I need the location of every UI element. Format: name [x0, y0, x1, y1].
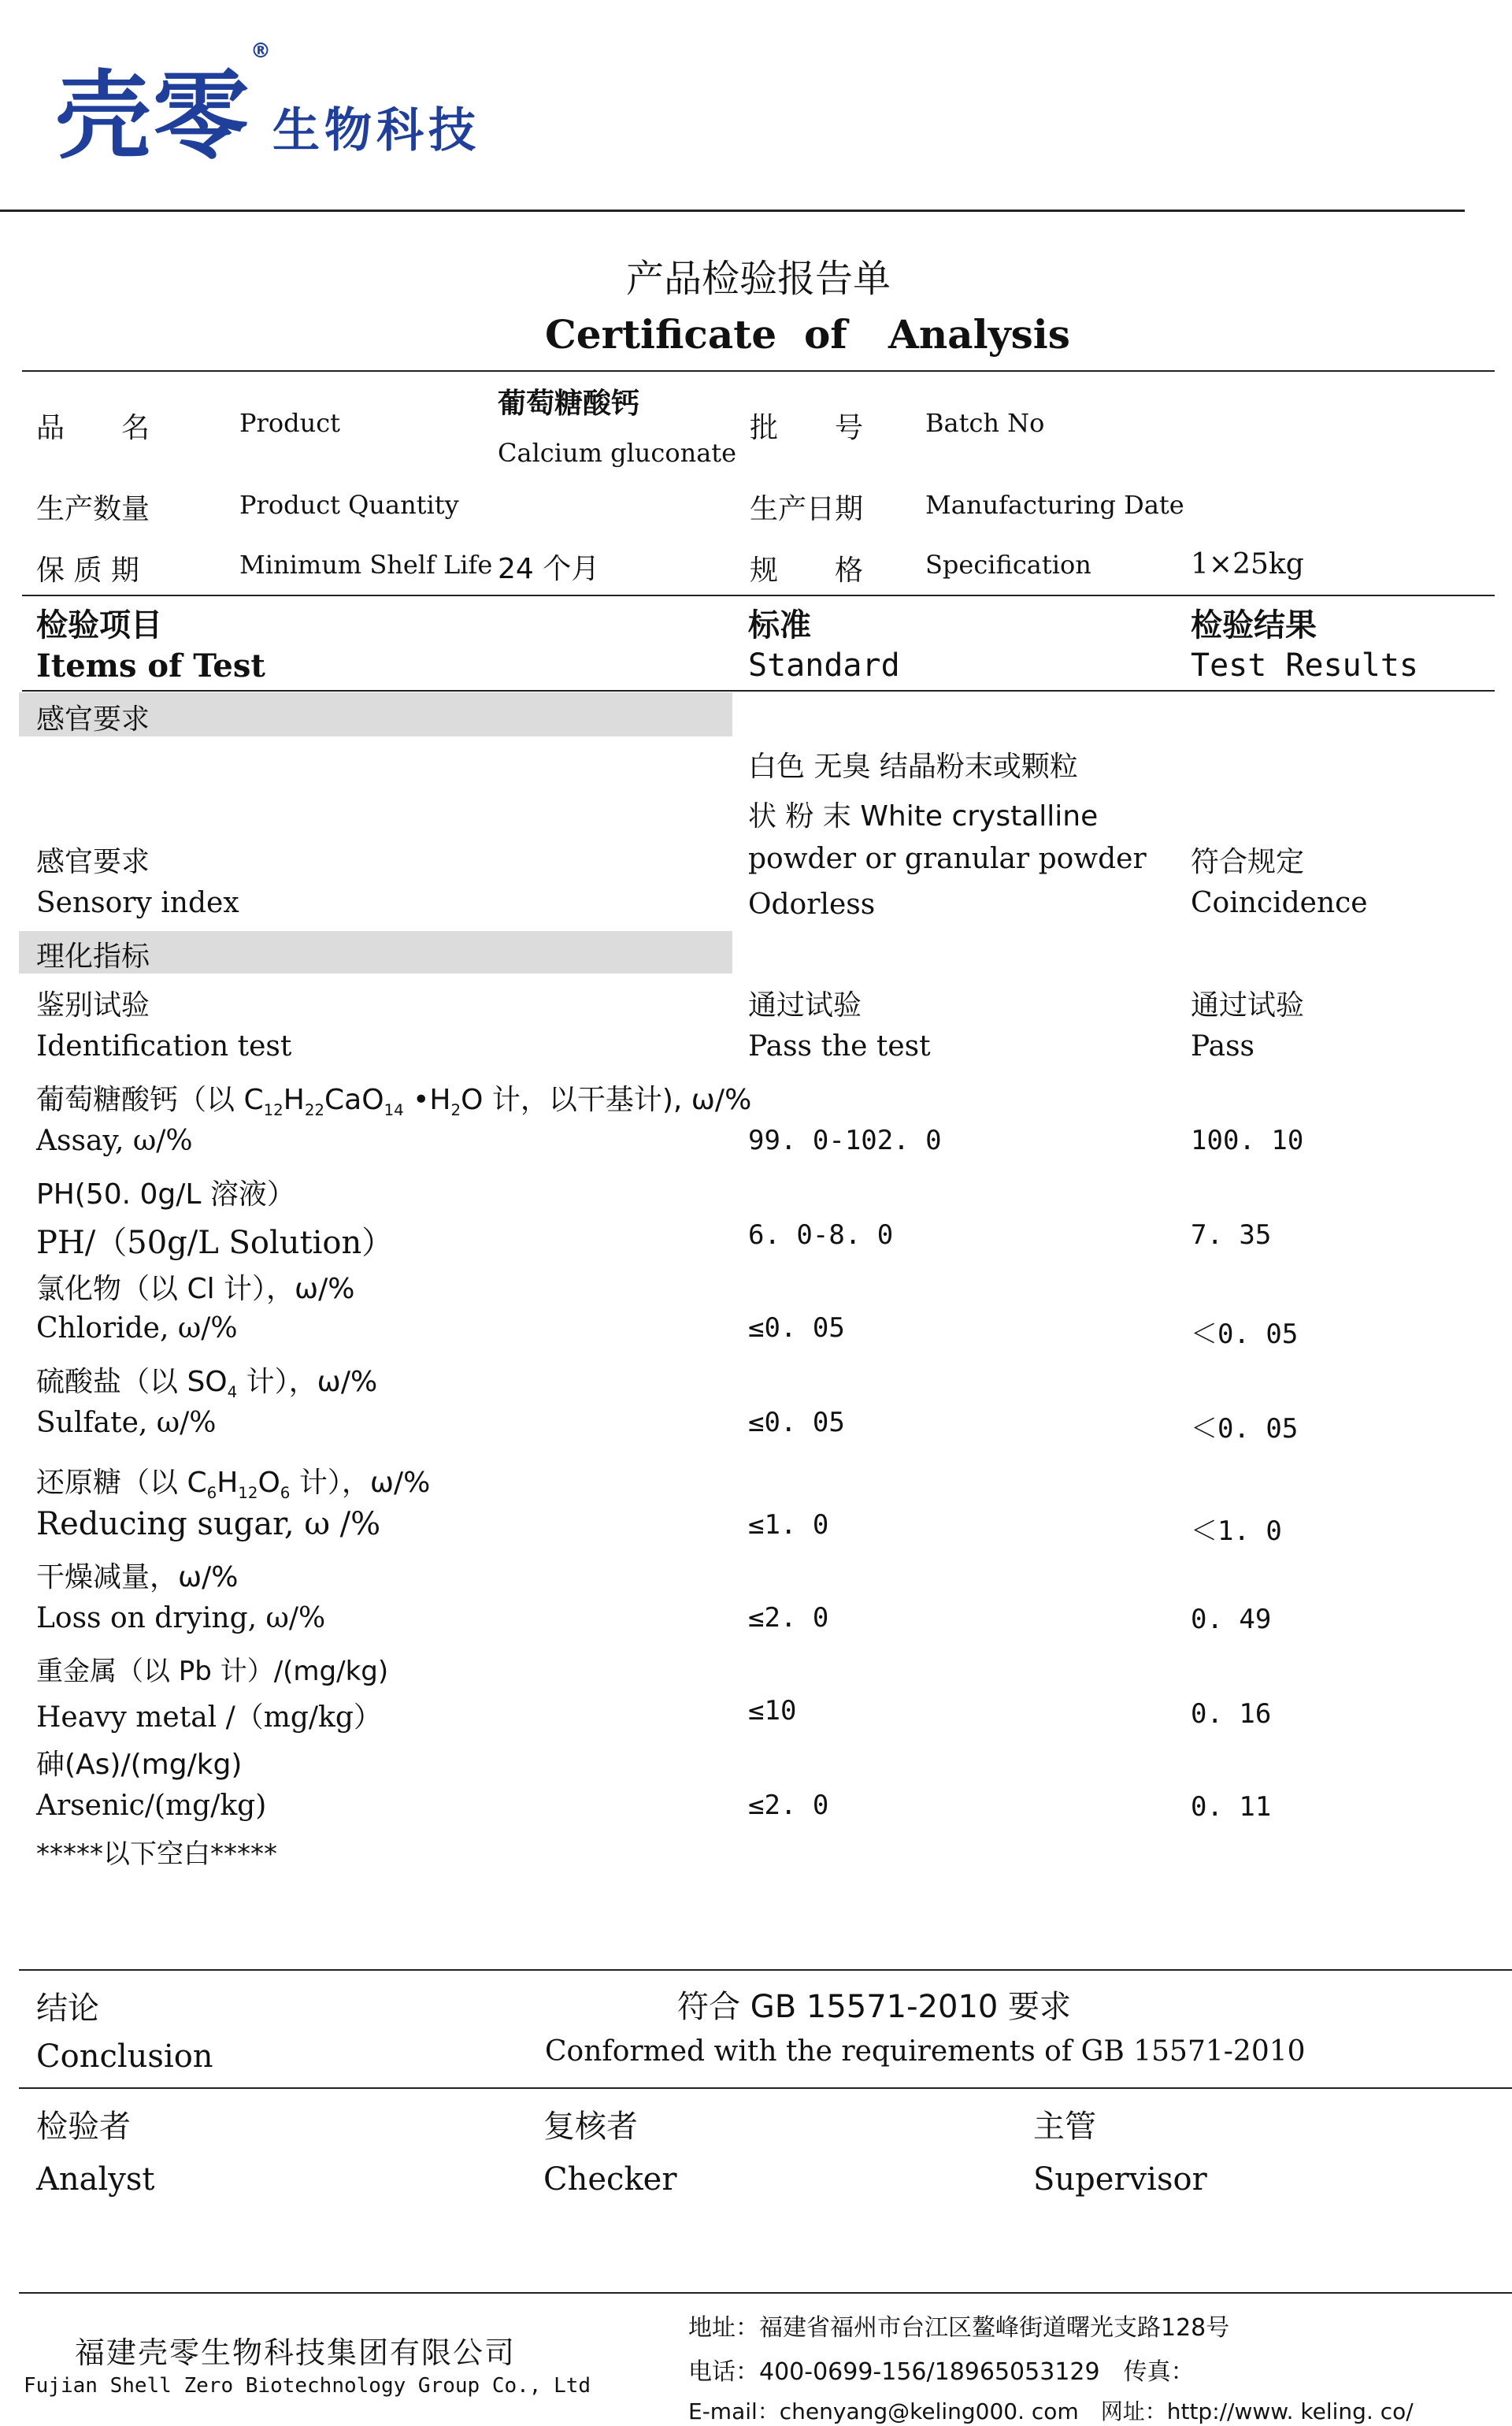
analyst-cn: 检验者 — [36, 2109, 131, 2145]
sulfate-cn: 硫酸盐（以 $SO_4$ 计），ω/% — [36, 1366, 378, 1402]
ident-res-cn: 通过试验 — [1191, 989, 1305, 1022]
heavy-en: Heavy metal /（mg/kg） — [36, 1701, 382, 1734]
col-item-en: Items of Test — [36, 647, 265, 684]
col-std-en: Standard — [748, 647, 900, 684]
drying-cn: 干燥减量，ω/% — [36, 1561, 239, 1593]
header-bottom-rule — [22, 690, 1495, 692]
sensory-std-line2: 状 粉 末 White crystalline — [748, 800, 1099, 833]
chloride-cn: 氯化物（以 Cl 计），ω/% — [36, 1273, 355, 1305]
footer-phone: 电话：400-0699-156/18965053129 传真： — [688, 2358, 1195, 2386]
col-item-cn: 检验项目 — [36, 607, 162, 644]
mfg-label-en: Manufacturing Date — [925, 490, 1184, 520]
sensory-std-line3: powder or granular powder — [748, 843, 1147, 875]
shelf-label-cn: 保 质 期 — [36, 555, 139, 587]
ph-cn: PH(50. 0g/L 溶液） — [36, 1178, 295, 1211]
drying-res: 0. 49 — [1191, 1604, 1272, 1635]
shelf-value: 24 个月 — [498, 553, 600, 585]
chloride-en: Chloride, ω/% — [36, 1312, 238, 1345]
ident-en: Identification test — [36, 1030, 292, 1063]
sensory-item-cn: 感官要求 — [36, 846, 150, 878]
logo-brand: 壳零 — [55, 61, 250, 172]
sulfate-en: Sulfate, ω/% — [36, 1407, 217, 1439]
conclusion-label-cn: 结论 — [36, 1990, 99, 2027]
footer-company-cn: 福建壳零生物科技集团有限公司 — [75, 2335, 517, 2370]
sensory-std-line1: 白色 无臭 结晶粉末或颗粒 — [748, 751, 1078, 783]
ident-std-en: Pass the test — [748, 1030, 931, 1063]
assay-cn: 葡萄糖酸钙（以 $C_{12}H_{22}CaO_{14}$ $•H_2O$ 计，以干基计), ω/% — [36, 1084, 752, 1120]
title-cn: 产品检验报告单 — [626, 257, 891, 301]
spec-label-en: Specification — [925, 550, 1091, 580]
mfg-label-cn: 生产日期 — [750, 493, 864, 525]
sensory-result-en: Coincidence — [1191, 887, 1368, 919]
heavy-std: ≤10 — [748, 1695, 797, 1727]
checker-en: Checker — [543, 2161, 677, 2198]
ident-cn: 鉴别试验 — [36, 989, 150, 1022]
checker-cn: 复核者 — [543, 2109, 638, 2145]
footer-contact: E-mail：chenyang@keling000. com 网址：http://www. keling. co/ — [688, 2398, 1414, 2424]
conclusion-top-rule — [19, 1969, 1512, 1971]
sulfate-std: ≤0. 05 — [748, 1407, 845, 1438]
col-result-en: Test Results — [1191, 647, 1418, 684]
ident-std-cn: 通过试验 — [748, 989, 862, 1022]
ident-res-en: Pass — [1191, 1030, 1255, 1063]
drying-std: ≤2. 0 — [748, 1602, 829, 1634]
batch-label-cn: 批 号 — [750, 412, 864, 444]
assay-res: 100. 10 — [1191, 1125, 1304, 1156]
title-en: Certificate of Analysis — [545, 311, 1070, 358]
product-label-en: Product — [239, 408, 340, 438]
arsenic-std: ≤2. 0 — [748, 1790, 829, 1821]
reducing-en: Reducing sugar, ω /% — [36, 1506, 381, 1542]
arsenic-en: Arsenic/(mg/kg) — [36, 1790, 267, 1822]
col-result-cn: 检验结果 — [1191, 607, 1317, 644]
logo-subtitle: 生物科技 — [272, 103, 480, 158]
sensory-std-line4: Odorless — [748, 888, 876, 921]
sensory-item-en: Sensory index — [36, 887, 239, 919]
sulfate-res: ＜0. 05 — [1191, 1413, 1299, 1445]
col-std-cn: 标准 — [748, 607, 811, 644]
header-rule — [0, 210, 1465, 212]
product-label-cn: 品 名 — [36, 412, 150, 444]
heavy-cn: 重金属（以 Pb 计）/(mg/kg) — [36, 1656, 389, 1687]
footer-address: 地址：福建省福州市台江区鳌峰街道曙光支路128号 — [688, 2314, 1230, 2342]
footer-rule — [19, 2292, 1512, 2294]
heavy-res: 0. 16 — [1191, 1698, 1272, 1730]
chloride-res: ＜0. 05 — [1191, 1319, 1299, 1350]
batch-label-en: Batch No — [925, 408, 1045, 438]
registered-mark: ® — [250, 39, 271, 63]
product-value-cn: 葡萄糖酸钙 — [498, 388, 640, 420]
ph-en: PH/（50g/L Solution） — [36, 1225, 394, 1261]
conclusion-label-en: Conclusion — [36, 2038, 213, 2075]
assay-en: Assay, ω/% — [36, 1125, 193, 1157]
reducing-cn: 还原糖（以 $C_6H_{12}O_6$ 计），ω/% — [36, 1467, 431, 1503]
shelf-label-en: Minimum Shelf Life — [239, 550, 493, 580]
arsenic-cn: 砷(As)/(mg/kg) — [36, 1749, 243, 1781]
qty-label-cn: 生产数量 — [36, 493, 150, 525]
conclusion-text-en: Conformed with the requirements of GB 15571-2010 — [545, 2035, 1306, 2068]
ph-std: 6. 0-8. 0 — [748, 1219, 894, 1251]
spec-value: 1×25kg — [1191, 548, 1304, 581]
analyst-en: Analyst — [36, 2161, 155, 2198]
conclusion-bottom-rule — [19, 2087, 1512, 2089]
spec-label-cn: 规 格 — [750, 555, 864, 587]
blank-note: *****以下空白***** — [36, 1838, 277, 1870]
supervisor-cn: 主管 — [1033, 2109, 1096, 2145]
product-value-en: Calcium gluconate — [498, 438, 737, 468]
footer-company-en: Fujian Shell Zero Biotechnology Group Co., Ltd — [24, 2374, 591, 2398]
sensory-result-cn: 符合规定 — [1191, 846, 1305, 878]
chloride-std: ≤0. 05 — [748, 1312, 845, 1344]
section-title-sensory: 感官要求 — [36, 703, 150, 736]
arsenic-res: 0. 11 — [1191, 1791, 1272, 1823]
supervisor-en: Supervisor — [1033, 2161, 1207, 2198]
qty-label-en: Product Quantity — [239, 490, 459, 520]
info-rule — [22, 595, 1495, 596]
reducing-std: ≤1. 0 — [748, 1509, 829, 1541]
conclusion-text-cn: 符合 GB 15571-2010 要求 — [677, 1989, 1072, 2025]
ph-res: 7. 35 — [1191, 1219, 1272, 1251]
section-title-physchem: 理化指标 — [36, 940, 150, 973]
title-rule — [22, 370, 1495, 372]
reducing-res: ＜1. 0 — [1191, 1515, 1282, 1547]
assay-std: 99. 0-102. 0 — [748, 1125, 942, 1156]
drying-en: Loss on drying, ω/% — [36, 1602, 326, 1634]
